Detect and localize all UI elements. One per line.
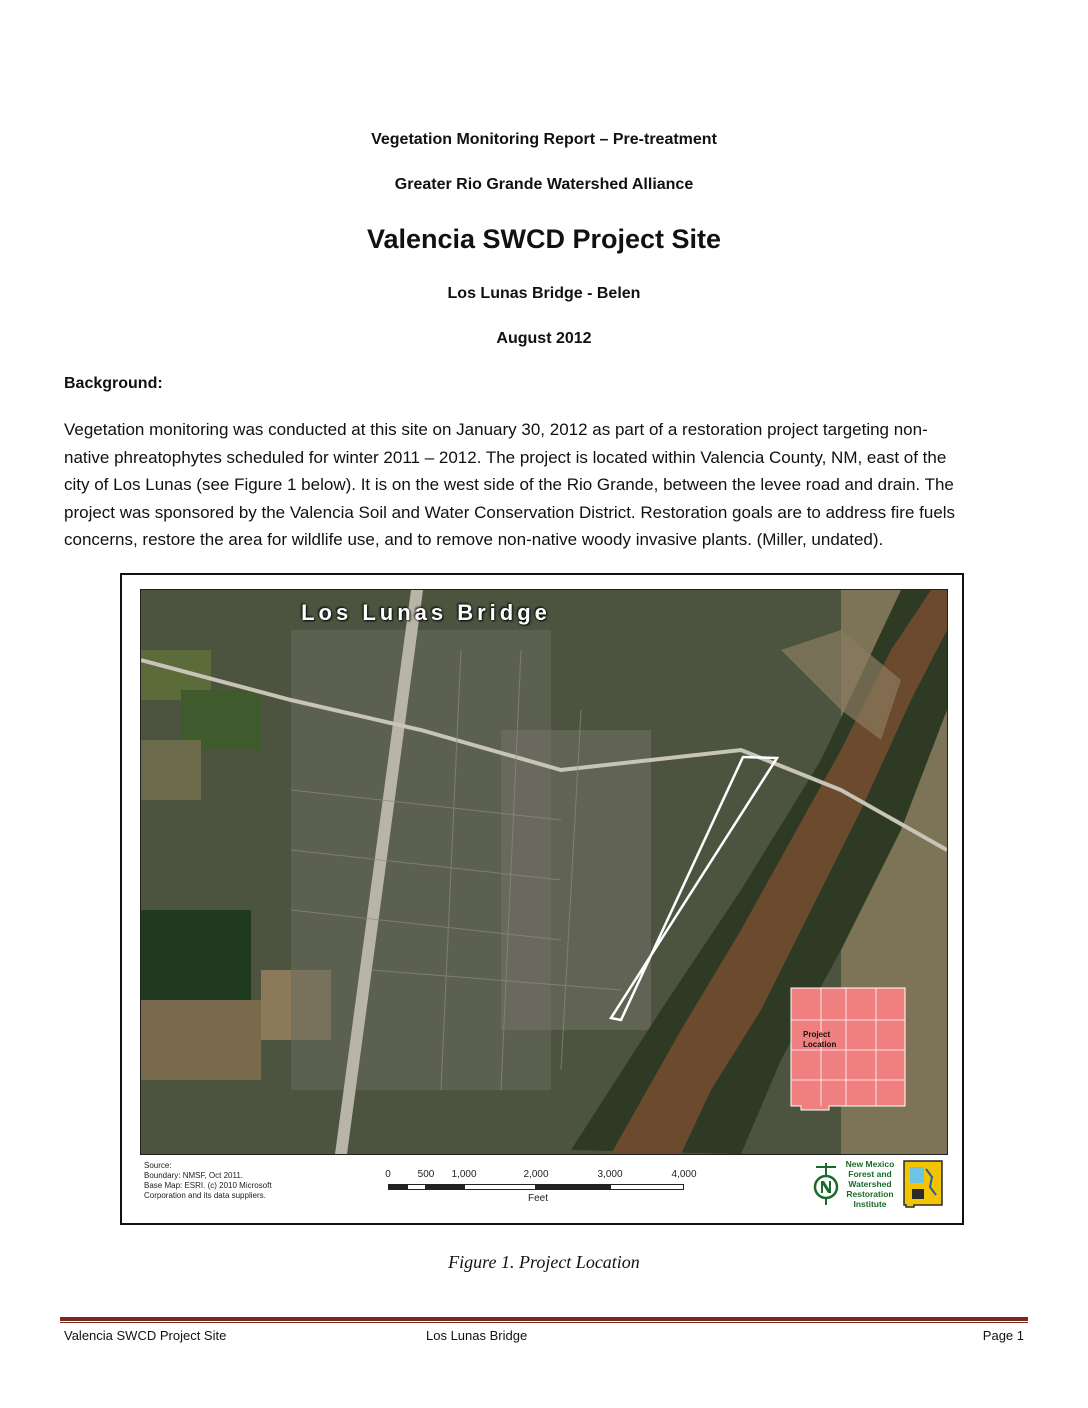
logo-line: Forest and <box>848 1169 892 1179</box>
page-number: Page 1 <box>982 1328 1024 1343</box>
figure-caption: Figure 1. Project Location <box>448 1252 640 1272</box>
report-label: Vegetation Monitoring Report – Pre-treatment <box>371 131 717 148</box>
scale-tick: 0 <box>385 1169 391 1180</box>
aerial-map-image <box>141 590 947 1154</box>
source-line: Source: <box>144 1161 172 1170</box>
scale-tick: 3,000 <box>597 1169 623 1180</box>
paragraph-line: Vegetation monitoring was conducted at this site on January 30, 2012 as part of a restoration project targeting non- <box>64 420 928 439</box>
scale-unit: Feet <box>528 1193 549 1204</box>
inset-label-line: Location <box>803 1040 837 1049</box>
site-subtitle: Los Lunas Bridge - Belen <box>447 285 641 302</box>
background-paragraph <box>64 416 1024 554</box>
section-heading-background: Background: <box>64 375 163 392</box>
logo-line: Restoration <box>846 1189 894 1199</box>
nmfwri-compass-logo <box>812 1159 840 1209</box>
scale-segment <box>407 1184 426 1190</box>
footer-rule-thin <box>60 1322 1028 1323</box>
paragraph-line: concerns, restore the area for wildlife use, and to remove non-native woody invasive plants. (Miller, undated). <box>64 530 884 549</box>
aerial-map <box>140 589 948 1155</box>
source-line: Boundary: NMSF, Oct 2011. <box>144 1171 244 1180</box>
report-date: August 2012 <box>496 330 592 347</box>
new-mexico-state-logo <box>902 1159 946 1209</box>
scale-tick: 4,000 <box>671 1169 697 1180</box>
scale-segment <box>610 1184 684 1190</box>
map-source <box>144 1161 324 1201</box>
source-line: Base Map: ESRI. (c) 2010 Microsoft <box>144 1181 272 1190</box>
footer-center: Los Lunas Bridge <box>426 1328 528 1343</box>
scale-segment <box>388 1184 407 1190</box>
figure-frame <box>120 573 964 1225</box>
source-line: Corporation and its data suppliers. <box>144 1191 266 1200</box>
footer-left: Valencia SWCD Project Site <box>64 1328 227 1343</box>
scale-bar <box>385 1169 708 1209</box>
scale-segment <box>536 1184 610 1190</box>
scale-segment <box>426 1184 464 1190</box>
nmfwri-logo-text <box>844 1159 896 1209</box>
map-title: Los Lunas Bridge <box>301 600 551 625</box>
organization-name: Greater Rio Grande Watershed Alliance <box>394 176 694 193</box>
page-title: Valencia SWCD Project Site <box>366 224 722 254</box>
inset-label <box>803 1030 863 1050</box>
logo-line: New Mexico <box>845 1159 895 1169</box>
scale-tick: 2,000 <box>523 1169 549 1180</box>
paragraph-line: native phreatophytes scheduled for winter 2011 – 2012. The project is located within Valencia County, NM, east of the <box>64 447 947 467</box>
footer-rule <box>60 1317 1028 1321</box>
scale-segment <box>464 1184 536 1190</box>
scale-tick: 500 <box>417 1169 435 1180</box>
scale-tick: 1,000 <box>451 1169 477 1180</box>
logo-line: Watershed <box>848 1179 892 1189</box>
inset-label-line: Project <box>803 1030 831 1039</box>
paragraph-line: project was sponsored by the Valencia Soil and Water Conservation District. Restoration goals are to address fire fuels <box>64 502 956 522</box>
logo-line: Institute <box>853 1199 887 1209</box>
paragraph-line: city of Los Lunas (see Figure 1 below). It is on the west side of the Rio Grande, between the levee road and drain. The <box>64 475 954 494</box>
